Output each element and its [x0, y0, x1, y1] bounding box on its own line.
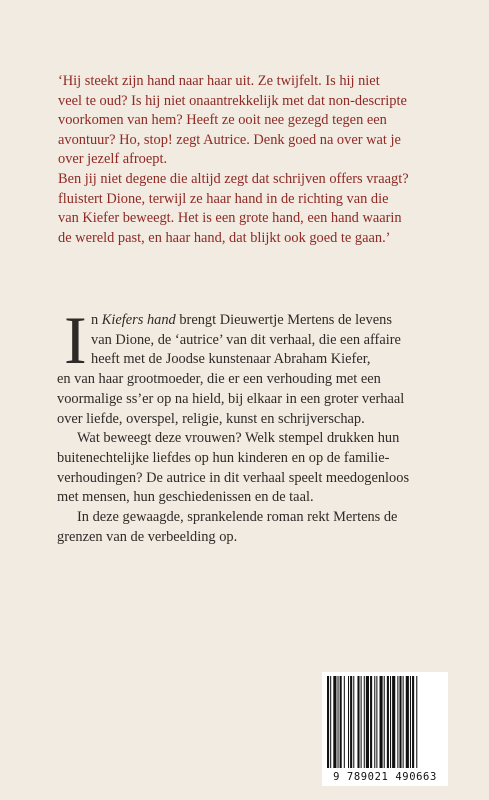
quote-line: van Kiefer beweegt. Het is een grote hand, een hand waarin — [58, 210, 402, 227]
quote-line: fluistert Dione, terwijl ze haar hand in de richting van die — [58, 190, 389, 207]
book-title: Kiefers hand — [101, 312, 176, 328]
barcode — [322, 672, 448, 786]
blurb-text — [57, 311, 471, 547]
blurb-line: van Dione, de ‘autrice’ van dit verhaal, die een affaire — [91, 331, 401, 348]
quote-block — [58, 72, 478, 248]
quote-line: veel te oud? Is hij niet onaantrekkelijk met dat non-descripte — [58, 92, 407, 109]
barcode-bar — [384, 676, 385, 768]
barcode-bar — [366, 676, 369, 768]
barcode-bar — [370, 676, 372, 768]
blurb-line: In deze gewaagde, sprankelende roman rekt Mertens de — [77, 509, 398, 526]
barcode-bar — [340, 676, 342, 768]
barcode-bar — [397, 676, 398, 768]
barcode-number: 9 789021 490663 — [333, 771, 437, 783]
barcode-bar — [327, 676, 329, 768]
barcode-bar — [392, 676, 395, 768]
blurb-line: buitenechtelijke liefdes op hun kinderen en op de familie- — [57, 449, 390, 466]
quote-line: voorkomen van hem? Heeft ze ooit nee gezegd tegen een — [58, 112, 387, 129]
blurb-line: met mensen, hun geschiedenissen en de taal. — [57, 489, 314, 506]
blurb-start: n — [91, 312, 102, 328]
barcode-bar — [361, 676, 362, 768]
barcode-bar — [410, 676, 411, 768]
blurb-line: over liefde, overspel, religie, kunst en schrijverschap. — [57, 410, 365, 427]
barcode-bars — [327, 676, 443, 768]
barcode-bar — [374, 676, 375, 768]
barcode-bar — [390, 676, 391, 768]
barcode-bar — [353, 676, 354, 768]
drop-cap: I — [64, 302, 87, 378]
blurb-line: verhoudingen? De autrice in dit verhaal speelt meedogenloos — [57, 469, 410, 486]
blurb-line: Wat beweegt deze vrouwen? Welk stempel drukken hun — [77, 430, 400, 447]
barcode-bar — [412, 676, 414, 768]
quote-line: de wereld past, en haar hand, dat blijkt ook goed te gaan.’ — [58, 229, 391, 246]
barcode-bar — [344, 676, 345, 768]
barcode-bar — [357, 676, 359, 768]
barcode-bar — [387, 676, 389, 768]
barcode-bar — [364, 676, 365, 768]
barcode-bar — [403, 676, 404, 768]
quote-line: avontuur? Ho, stop! zegt Autrice. Denk goed na over wat je — [58, 131, 401, 148]
barcode-bar — [348, 676, 349, 768]
quote-line: ‘Hij steekt zijn hand naar haar uit. Ze twijfelt. Is hij niet — [58, 73, 380, 89]
blurb-rest: brengt Dieuwertje Mertens de levens — [175, 312, 392, 328]
barcode-bar — [406, 676, 409, 768]
barcode-bar — [330, 676, 331, 768]
blurb-line — [71, 311, 471, 331]
barcode-bar — [416, 676, 417, 768]
blurb-line: grenzen van de verbeelding op. — [57, 528, 238, 545]
barcode-bar — [333, 676, 336, 768]
barcode-bar — [376, 676, 377, 768]
barcode-bar — [338, 676, 339, 768]
quote-line: Ben jij niet degene die altijd zegt dat schrijven offers vraagt? — [58, 170, 409, 187]
quote-line: over jezelf afroept. — [58, 151, 168, 168]
barcode-bar — [380, 676, 383, 768]
blurb-line: heeft met de Joodse kunstenaar Abraham Kiefer, — [91, 351, 371, 368]
barcode-bar — [399, 676, 401, 768]
blurb-line: voormalige ss’er op na hield, bij elkaar in een groter verhaal — [57, 390, 405, 407]
blurb-line: en van haar grootmoeder, die er een verhouding met een — [57, 371, 381, 388]
barcode-bar — [350, 676, 352, 768]
